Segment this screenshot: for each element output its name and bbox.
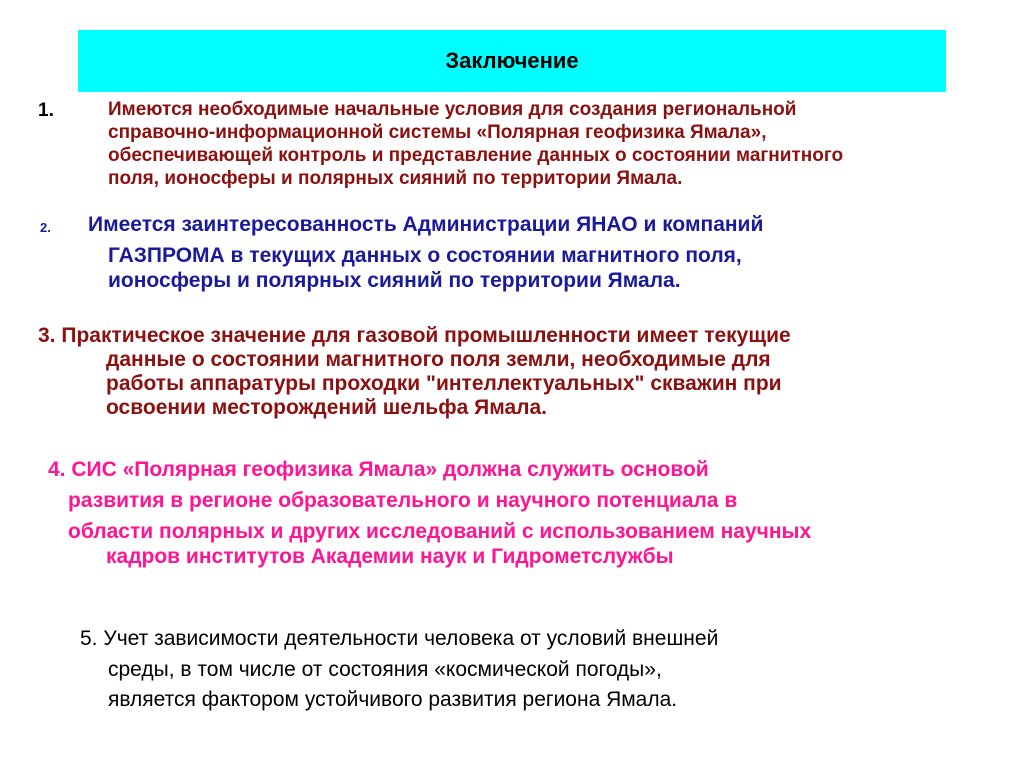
item-number: 2. xyxy=(40,220,51,235)
item-line: ГАЗПРОМА в текущих данных о состоянии магнитного поля, xyxy=(108,244,742,267)
title-banner xyxy=(78,30,946,92)
item-line: Имеется заинтересованность Администрации ЯНАО и компаний xyxy=(88,213,764,236)
item-line: развития в регионе образовательного и научного потенциала в xyxy=(68,489,738,512)
item-line: обеспечивающей контроль и представление данных о состоянии магнитного xyxy=(108,145,844,166)
item-line: среды, в том числе от состояния «космической погоды», xyxy=(108,658,662,681)
item-line: области полярных и других исследований с использованием научных xyxy=(68,520,812,543)
item-line: справочно-информационной системы «Полярная геофизика Ямала», xyxy=(108,122,767,143)
slide-title: Заключение xyxy=(445,48,579,73)
item-line: работы аппаратуры проходки "интеллектуальных" скважин при xyxy=(106,372,782,395)
item-line: является фактором устойчивого развития региона Ямала. xyxy=(108,688,678,711)
item-line: 3. Практическое значение для газовой промышленности имеет текущие xyxy=(38,324,791,347)
item-number: 1. xyxy=(38,100,54,121)
item-line: освоении месторождений шельфа Ямала. xyxy=(106,396,547,419)
item-line: поля, ионосферы и полярных сияний по территории Ямала. xyxy=(108,168,683,189)
item-line: данные о состоянии магнитного поля земли, необходимые для xyxy=(106,348,771,371)
item-line: кадров институтов Академии наук и Гидрометслужбы xyxy=(106,545,674,568)
item-line: ионосферы и полярных сияний по территории Ямала. xyxy=(108,269,681,292)
item-line: 5. Учет зависимости деятельности человека от условий внешней xyxy=(80,627,719,650)
item-line: Имеются необходимые начальные условия для создания региональной xyxy=(108,99,797,120)
item-line: 4. СИС «Полярная геофизика Ямала» должна служить основой xyxy=(48,458,709,481)
